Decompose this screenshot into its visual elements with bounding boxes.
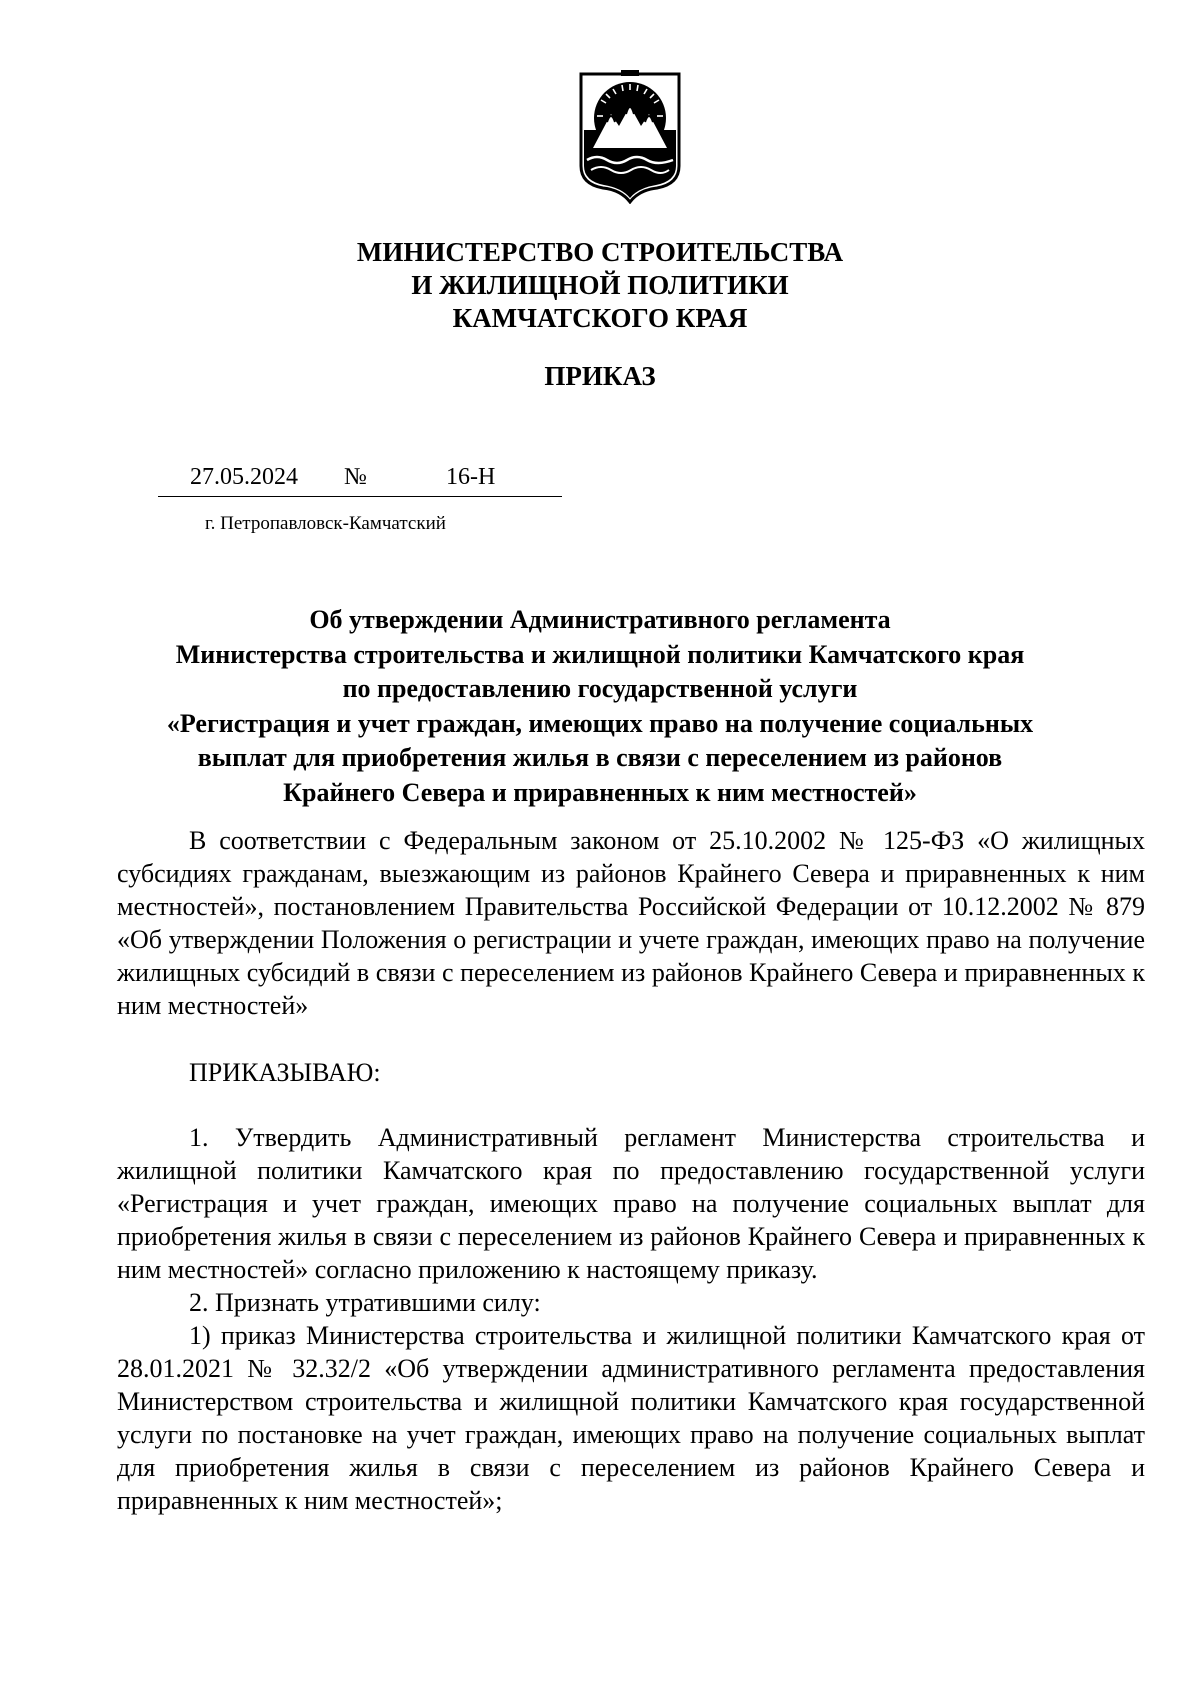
ministry-name bbox=[0, 236, 1200, 335]
kamchatka-coat-of-arms-icon bbox=[577, 70, 683, 204]
number-sign: № bbox=[344, 464, 367, 490]
ministry-name-line: И ЖИЛИЩНОЙ ПОЛИТИКИ bbox=[411, 270, 789, 300]
document-number: 16-Н bbox=[446, 464, 496, 490]
title-line: Министерства строительства и жилищной политики Камчатского края bbox=[175, 639, 1025, 669]
item-paragraph: 2. Признать утратившими силу: bbox=[189, 1288, 541, 1317]
title-line: Об утверждении Административного регламента bbox=[309, 605, 891, 634]
preamble-paragraph: В соответствии с Федеральным законом от 25.10.2002 № 125-ФЗ «О жилищных субсидиях гражданам, выезжающим из районов Крайнего Севера и приравненных к ним местностей», постановлением Правительства Российской Федерации от 10.12.2002 № 879 «Об утверждении Положения о регистрации и учете граждан, имеющих право на получение жилищных субсидий в связи с переселением из районов Крайнего Севера и приравненных к ним местностей» bbox=[117, 826, 1145, 1020]
subitem-paragraph: 1) приказ Министерства строительства и жилищной политики Камчатского края от 28.01.2021 № 32.32/2 «Об утверждении административного регламента предоставления Министерством строительства и жилищной политики Камчатского края государственной услуги по постановке на учет граждан, имеющих право на получение социальных выплат для приобретения жилья в связи с переселением из районов Крайнего Севера и приравненных к ним местностей»; bbox=[117, 1321, 1145, 1515]
title-line: по предоставлению государственной услуги bbox=[342, 674, 858, 703]
title-line: «Регистрация и учет граждан, имеющих право на получение социальных bbox=[166, 708, 1034, 738]
document-title bbox=[0, 603, 1200, 810]
title-line: выплат для приобретения жилья в связи с переселением из районов bbox=[197, 743, 1003, 772]
ministry-name-line: МИНИСТЕРСТВО СТРОИТЕЛЬСТВА bbox=[356, 237, 844, 267]
order-word: ПРИКАЗЫВАЮ: bbox=[189, 1058, 381, 1087]
document-body bbox=[117, 824, 1145, 1517]
item-paragraph: 1. Утвердить Административный регламент Министерства строительства и жилищной политики Камчатского края по предоставлению государственной услуги «Регистрация и учет граждан, имеющих право на получение социальных выплат для приобретения жилья в связи с переселением из районов Крайнего Севера и приравненных к ним местностей» согласно приложению к настоящему приказу. bbox=[117, 1123, 1145, 1284]
date-number-line bbox=[158, 460, 562, 497]
title-line: Крайнего Севера и приравненных к ним местностей» bbox=[283, 777, 917, 807]
document-city: г. Петропавловск-Камчатский bbox=[205, 513, 446, 534]
document-date: 27.05.2024 bbox=[190, 464, 298, 490]
ministry-name-line: КАМЧАТСКОГО КРАЯ bbox=[452, 303, 748, 333]
document-type: ПРИКАЗ bbox=[544, 361, 656, 391]
